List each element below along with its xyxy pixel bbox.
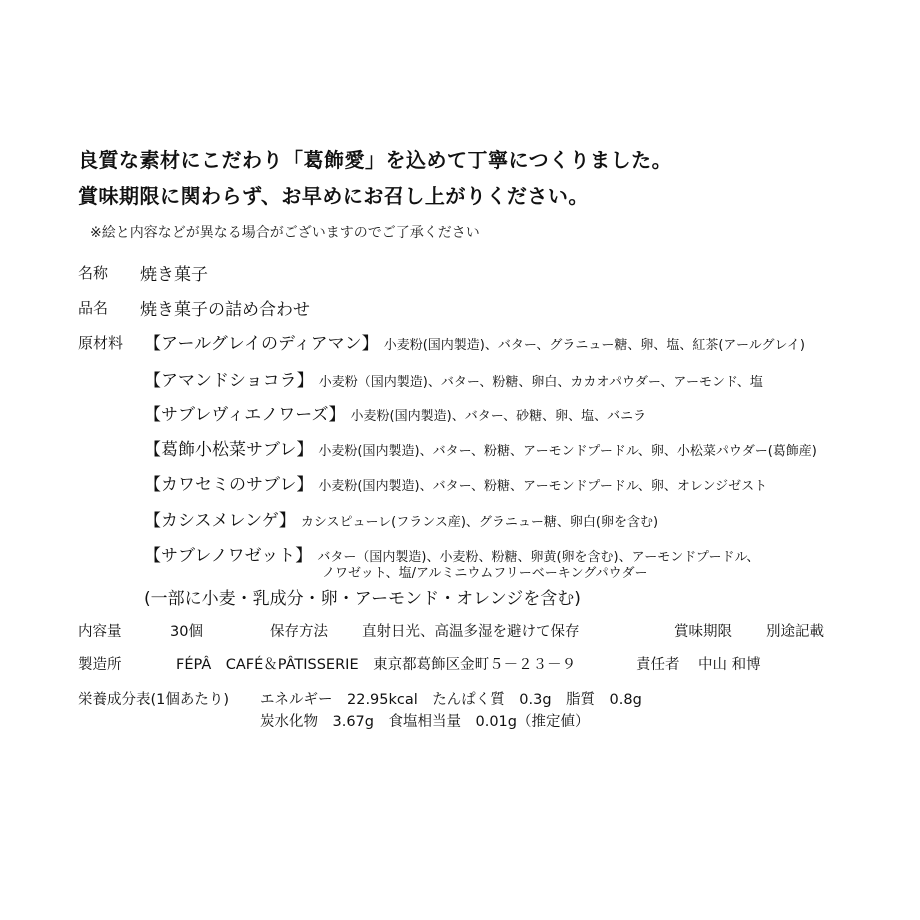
ingredient-detail: 小麦粉(国内製造)、バター、粉糖、アーモンドプードル、卵、小松菜パウダー(葛飾産) (318, 444, 817, 459)
content-value: 30個 (170, 624, 203, 640)
ingredient-item (144, 506, 658, 531)
ingredient-name: 【カワセミのサブレ】 (144, 475, 314, 495)
ingredient-detail: 小麦粉(国内製造)、バター、粉糖、アーモンドプードル、卵、オレンジゼスト (318, 479, 768, 494)
ingredient-item (144, 366, 763, 391)
ingredient-name: 【アールグレイのディアマン】 (144, 334, 379, 354)
headline-line-2: 賞味期限に関わらず、お早めにお召し上がりください。 (78, 184, 589, 208)
ingredient-item (144, 329, 805, 354)
ingredient-item (144, 435, 817, 460)
ingredient-detail: 小麦粉（国内製造)、バター、粉糖、卵白、カカオパウダー、アーモンド、塩 (318, 375, 763, 390)
nutrition-line-2: 炭水化物 3.67g 食塩相当量 0.01g（推定値） (260, 714, 590, 730)
content-label: 内容量 (78, 624, 122, 640)
ingredient-detail: 小麦粉(国内製造)、バター、砂糖、卵、塩、バニラ (350, 409, 647, 424)
maker-value: FÉPÂ CAFÉ＆PÂTISSERIE 東京都葛飾区金町５－２３－９ (176, 657, 577, 673)
nutrition-label: 栄養成分表(1個あたり) (78, 692, 230, 708)
ingredient-detail: カシスピューレ(フランス産)、グラニュー糖、卵白(卵を含む) (300, 515, 659, 530)
disclaimer-note: ※絵と内容などが異なる場合がございますのでご了承ください (90, 225, 480, 241)
responsible-value: 中山 和博 (698, 657, 761, 673)
ingredient-detail: バター（国内製造)、小麦粉、粉糖、卵黄(卵を含む)、アーモンドプードル、 (317, 550, 760, 565)
storage-label: 保存方法 (270, 624, 328, 640)
ingredient-item (144, 470, 767, 495)
product-label: 品名 (78, 299, 109, 317)
storage-value: 直射日光、高温多湿を避けて保存 (362, 624, 580, 640)
allergen-statement: (一部に小麦・乳成分・卵・アーモンド・オレンジを含む) (144, 589, 581, 609)
expiry-label: 賞味期限 (674, 624, 732, 640)
ingredient-name: 【アマンドショコラ】 (144, 371, 314, 391)
ingredient-name: 【カシスメレンゲ】 (144, 511, 296, 531)
name-value: 焼き菓子 (140, 265, 208, 285)
nutrition-line-1: エネルギー 22.95kcal たんぱく質 0.3g 脂質 0.8g (260, 692, 642, 708)
ingredient-item (144, 400, 646, 425)
ingredient-name: 【サブレノワゼット】 (144, 546, 313, 566)
responsible-label: 責任者 (636, 657, 680, 673)
expiry-value: 別途記載 (766, 624, 824, 640)
ingredient-detail-continued: ノワゼット、塩/アルミニウムフリーベーキングパウダー (322, 566, 648, 581)
name-label: 名称 (78, 264, 109, 282)
headline-line-1: 良質な素材にこだわり「葛飾愛」を込めて丁寧につくりました。 (78, 148, 673, 172)
ingredient-detail: 小麦粉(国内製造)、バター、グラニュー糖、卵、塩、紅茶(アールグレイ) (383, 338, 805, 353)
ingredients-label: 原材料 (78, 334, 124, 352)
ingredient-name: 【サブレヴィエノワーズ】 (144, 405, 346, 425)
ingredient-name: 【葛飾小松菜サブレ】 (144, 440, 314, 460)
product-value: 焼き菓子の詰め合わせ (140, 300, 310, 320)
maker-label: 製造所 (78, 657, 122, 673)
